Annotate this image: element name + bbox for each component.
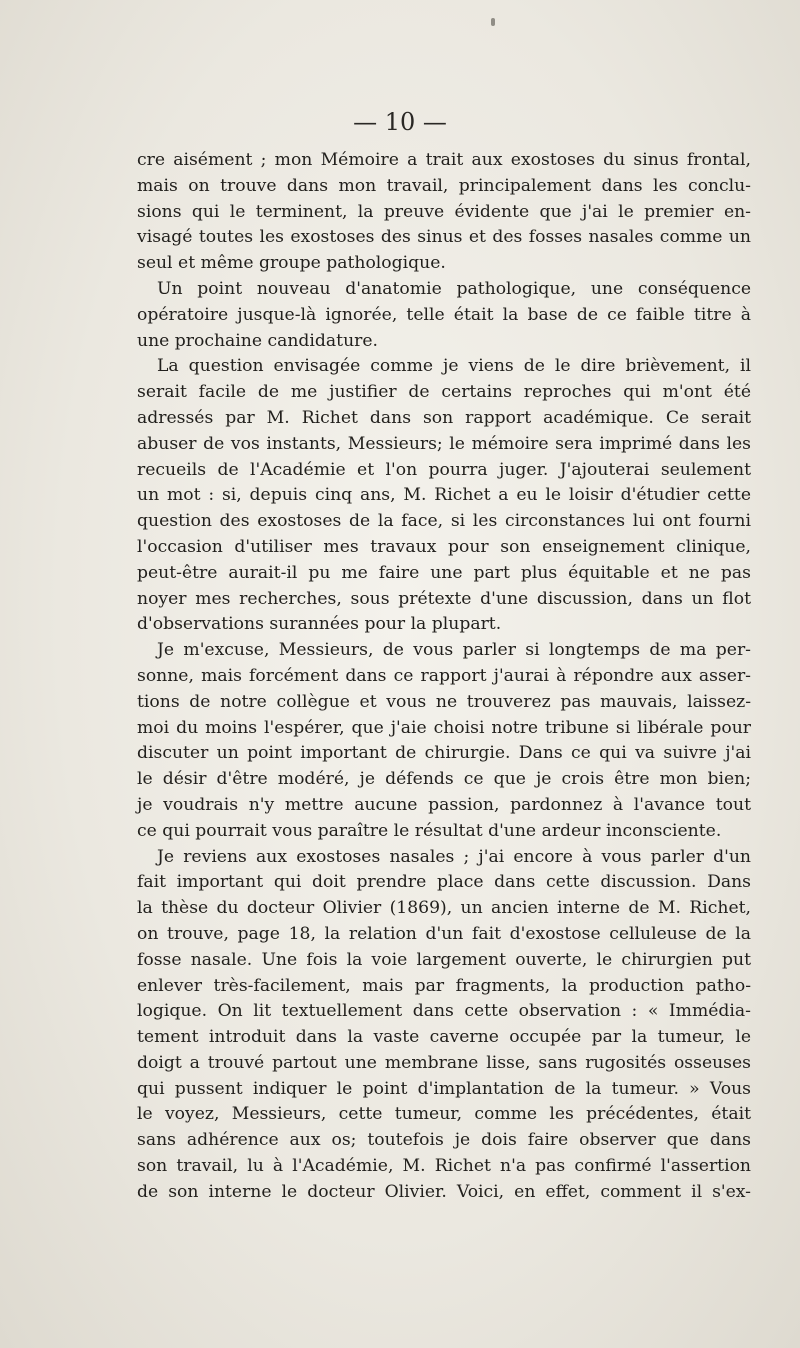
text-line: mais on trouve dans mon travail, principalement dans les conclu- (137, 175, 751, 196)
text-line: ce qui pourrait vous paraître le résultat d'une ardeur inconsciente. (137, 820, 722, 841)
text-line: tions de notre collègue et vous ne trouverez pas mauvais, laissez- (137, 691, 751, 712)
text-line: de son interne le docteur Olivier. Voici, en effet, comment il s'ex- (137, 1181, 751, 1202)
body-text (137, 148, 751, 1206)
paragraph-start-line: La question envisagée comme je viens de le dire brièvement, il (157, 356, 751, 377)
text-line: sions qui le terminent, la preuve évidente que j'ai le premier en- (137, 201, 751, 222)
paragraph-start-line: Un point nouveau d'anatomie pathologique, une conséquence (157, 278, 751, 299)
text-line: seul et même groupe pathologique. (137, 253, 446, 274)
text-line: logique. On lit textuellement dans cette observation : « Immédia- (137, 1001, 751, 1022)
text-line: recueils de l'Académie et l'on pourra juger. J'ajouterai seulement (137, 459, 751, 480)
text-line: un mot : si, depuis cinq ans, M. Richet a eu le loisir d'étudier cette (137, 485, 751, 506)
text-line: une prochaine candidature. (137, 330, 379, 351)
text-line: qui pussent indiquer le point d'implantation de la tumeur. » Vous (137, 1078, 751, 1099)
text-line: la thèse du docteur Olivier (1869), un ancien interne de M. Richet, (137, 898, 751, 919)
text-line: enlever très-facilement, mais par fragments, la production patho- (137, 975, 751, 996)
text-line: adressés par M. Richet dans son rapport académique. Ce serait (137, 407, 751, 428)
text-line: question des exostoses de la face, si les circonstances lui ont fourni (137, 511, 751, 532)
text-line: visagé toutes les exostoses des sinus et des fosses nasales comme un (137, 227, 751, 248)
text-line: discuter un point important de chirurgie. Dans ce qui va suivre j'ai (137, 743, 751, 764)
text-line: peut-être aurait-il pu me faire une part plus équitable et ne pas (137, 562, 751, 583)
text-line: le désir d'être modéré, je défends ce que je crois être mon bien; (137, 769, 751, 790)
text-line: tement introduit dans la vaste caverne occupée par la tumeur, le (137, 1027, 751, 1048)
text-line: le voyez, Messieurs, cette tumeur, comme les précédentes, était (137, 1104, 751, 1125)
text-line: opératoire jusque-là ignorée, telle était la base de ce faible titre à (137, 304, 751, 325)
text-line: doigt a trouvé partout une membrane lisse, sans rugosités osseuses (137, 1052, 751, 1073)
text-line: moi du moins l'espérer, que j'aie choisi notre tribune si libérale pour (137, 717, 751, 738)
text-line: d'observations surannées pour la plupart. (137, 614, 502, 635)
text-line: sonne, mais forcément dans ce rapport j'aurai à répondre aux asser- (137, 665, 751, 686)
text-line: serait facile de me justifier de certains reproches qui m'ont été (137, 382, 751, 403)
text-line: cre aisément ; mon Mémoire a trait aux exostoses du sinus frontal, (137, 150, 751, 170)
text-line: je voudrais n'y mettre aucune passion, pardonnez à l'avance tout (137, 794, 751, 815)
text-line: sans adhérence aux os; toutefois je dois faire observer que dans (137, 1130, 751, 1151)
text-line: noyer mes recherches, sous prétexte d'une discussion, dans un flot (137, 588, 751, 609)
ink-speck (491, 18, 495, 26)
text-line: on trouve, page 18, la relation d'un fait d'exostose celluleuse de la (137, 923, 751, 944)
text-line: abuser de vos instants, Messieurs; le mémoire sera imprimé dans les (137, 433, 751, 454)
text-line: fait important qui doit prendre place dans cette discussion. Dans (137, 872, 751, 893)
text-line: l'occasion d'utiliser mes travaux pour son enseignement clinique, (137, 536, 751, 557)
paragraph-start-line: Je reviens aux exostoses nasales ; j'ai encore à vous parler d'un (157, 846, 751, 867)
page-number: — 10 — (353, 108, 447, 136)
text-line: fosse nasale. Une fois la voie largement ouverte, le chirurgien put (137, 949, 751, 970)
paragraph-start-line: Je m'excuse, Messieurs, de vous parler si longtemps de ma per- (157, 640, 751, 661)
text-line: son travail, lu à l'Académie, M. Richet n'a pas confirmé l'assertion (137, 1156, 751, 1177)
